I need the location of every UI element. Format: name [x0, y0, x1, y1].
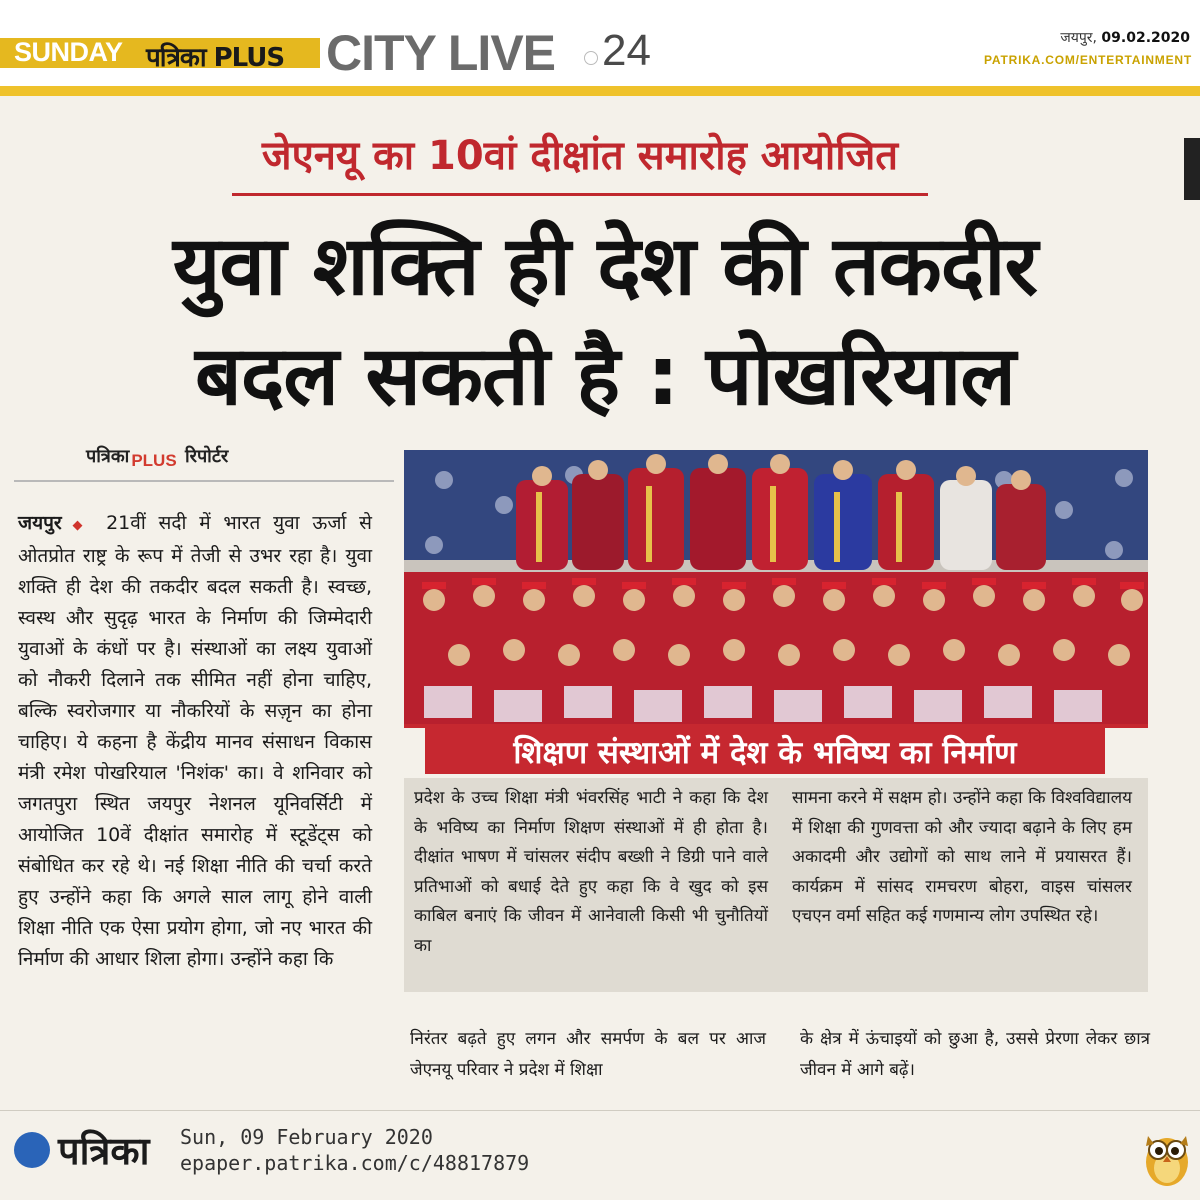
article-body-mid-column: प्रदेश के उच्च शिक्षा मंत्री भंवरसिंह भाटी ने कहा कि देश के भविष्य का निर्माण शिक्षण संस्थाओं में ही होता है। दीक्षांत भाषण में चांसलर संदीप बख्शी ने डिग्री पाने वाले प्रतिभाओं को बधाई देते हुए कहा कि वे खुद को इस काबिल बनाएं कि जीवन में आनेवाली किसी भी चुनौतियों का [414, 788, 768, 956]
convocation-photo [404, 450, 1148, 724]
masthead-patrika-plus-label: पत्रिका PLUS [146, 43, 285, 73]
byline-role: रिपोर्टर [184, 446, 229, 467]
masthead-date-city: जयपुर, [1060, 30, 1097, 46]
article-body-left-column [18, 508, 372, 975]
page-edge-marker [1184, 138, 1200, 200]
article-body-right-column: सामना करने में सक्षम हो। उन्होंने कहा कि विश्वविद्यालय में शिक्षा की गुणवत्ता को और ज्यादा बढ़ाने के लिए हम अकादमी और उद्योगों को साथ लाने में प्रयासरत हैं। कार्यक्रम में सांसद रामचरण बोहरा, वाइस चांसलर एचएन वर्मा सहित कई गणमान्य लोग उपस्थित रहे। [792, 788, 1132, 926]
article-body-right-column-continued: के क्षेत्र में ऊंचाइयों को छुआ है, उससे प्रेरणा लेकर छात्र जीवन में आगे बढ़ें। [800, 1029, 1150, 1080]
footer-logo-text: पत्रिका [58, 1129, 150, 1173]
masthead-date [1060, 28, 1190, 47]
dateline-diamond-icon: ◆ [65, 518, 90, 533]
masthead-section-title: CITY LIVE [326, 25, 556, 81]
masthead-sunday-label: SUNDAY [14, 37, 123, 67]
byline-rule [14, 480, 394, 482]
footer-rule [0, 1110, 1200, 1111]
footer-date: Sun, 09 February 2020 [180, 1125, 433, 1149]
masthead-section-url[interactable]: PATRIKA.COM/ENTERTAINMENT [984, 53, 1192, 67]
article-body-mid-column-continued: निरंतर बढ़ते हुए लगन और समर्पण के बल पर आज जेएनयू परिवार ने प्रदेश में शिक्षा [410, 1029, 766, 1080]
byline-brand: पत्रिका [86, 446, 130, 467]
masthead-rule [0, 86, 1200, 96]
footer-url[interactable]: epaper.patrika.com/c/48817879 [180, 1151, 530, 1175]
headline-line-1: युवा शक्ति ही देश की तकदीर [172, 219, 1038, 314]
byline [86, 444, 228, 471]
left-column-text: 21वीं सदी में भारत युवा ऊर्जा से ओतप्रोत राष्ट्र के रूप में तेजी से उभर रहा है। युवा शक्ति ही देश की तकदीर बदल सकती है। स्वच्छ, स्वस्थ और सुदृढ़ भारत के निर्माण की जिम्मेदारी युवाओं के कंधों पर है। संस्थाओं का लक्ष्य युवाओं को नौकरी दिलाने तक सीमित नहीं होना चाहिए, बल्कि स्वरोजगार या नौकरियों के सज़ृन का होना चाहिए। ये कहना है केंद्रीय मानव संसाधन विकास मंत्री रमेश पोखरियाल 'निशंक' का। वे शनिवार को जगतपुरा स्थित जयपुर नेशनल यूनिवर्सिटी में आयोजित 10वें दीक्षांत समारोह में स्टूडेंट्स को संबोधित कर रहे थे। नई शिक्षा नीति की चर्चा करते हुए उन्होंने कहा कि अगले साल लागू होने वाली शिक्षा नीति एक ऐसा प्रयोग होगा, जो नए भारत की निर्माण की आधार शिला होगा। उन्होंने कहा कि [18, 512, 373, 970]
byline-plus: PLUS [131, 451, 177, 470]
photo-caption: शिक्षण संस्थाओं में देश के भविष्य का निर्माण [513, 735, 1017, 771]
patrika-logo-icon [14, 1132, 50, 1168]
headline-line-2: बदल सकती है : पोखरियाल [195, 329, 1015, 424]
page-number: 24 [602, 26, 651, 75]
owl-mascot-icon [1142, 1124, 1192, 1188]
masthead-date-value: 09.02.2020 [1101, 30, 1190, 46]
article-kicker: जेएनयू का 10वां दीक्षांत समारोह आयोजित [261, 133, 899, 179]
convocation-photo-illustration [404, 450, 1148, 724]
dateline: जयपुर [18, 512, 62, 534]
article-headline [40, 212, 1170, 432]
footer-edition-info [180, 1124, 529, 1176]
kicker-underline [232, 193, 928, 196]
masthead-dot-icon [584, 51, 598, 65]
